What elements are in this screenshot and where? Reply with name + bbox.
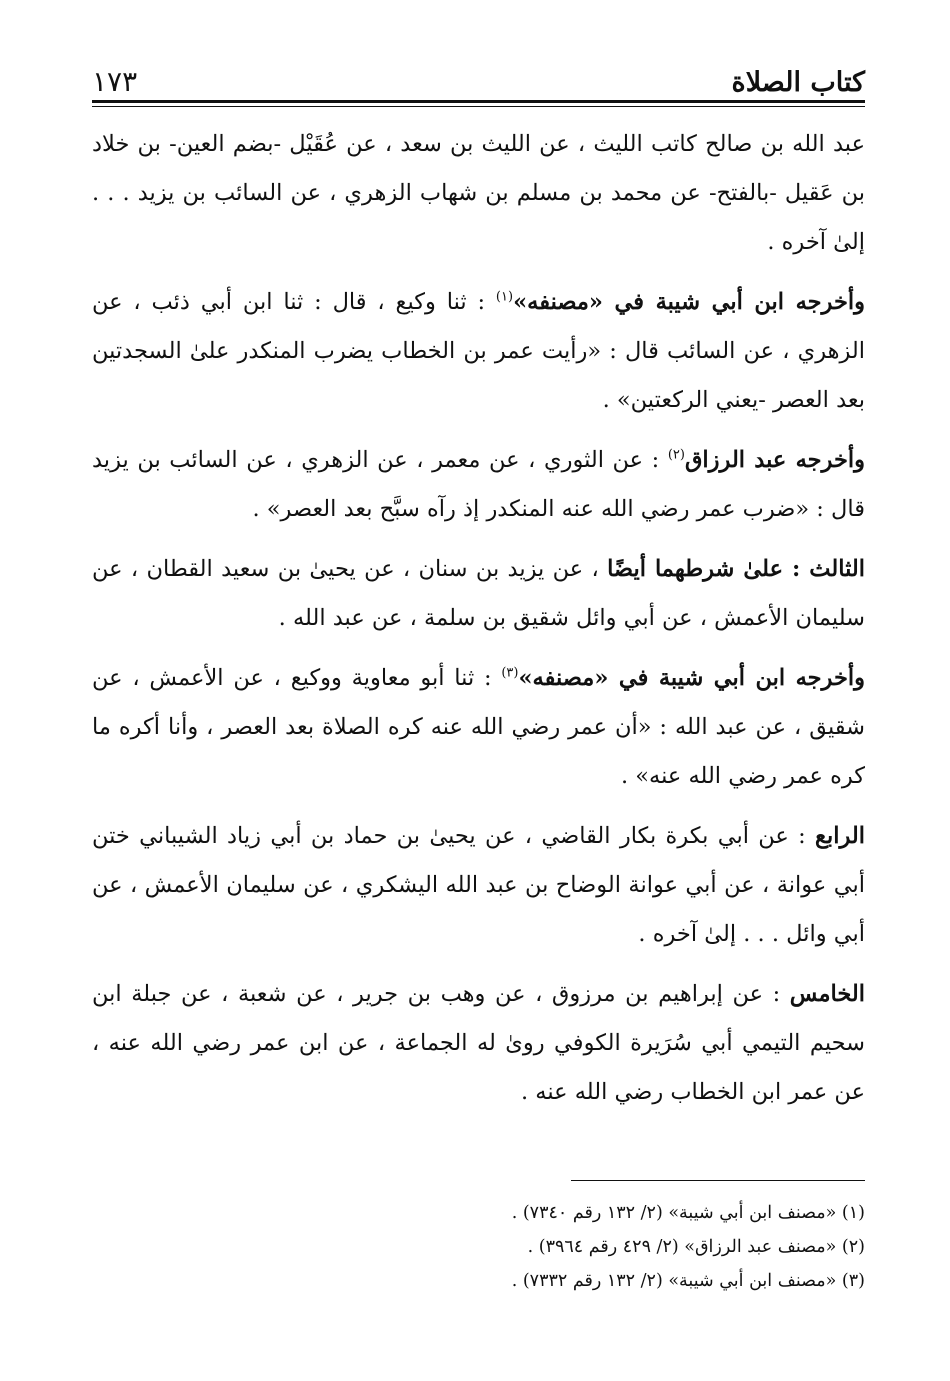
paragraph-4 bbox=[92, 545, 865, 643]
paragraph-2 bbox=[92, 278, 865, 425]
paragraph-lead: الرابع bbox=[814, 823, 865, 849]
footnote-2: (٢) «مصنف عبد الرزاق» (٢/ ٤٢٩ رقم ٣٩٦٤) . bbox=[527, 1237, 865, 1257]
running-title: كتاب الصلاة bbox=[731, 67, 865, 98]
paragraph-text: : عن أبي بكرة بكار القاضي ، عن يحيىٰ بن حماد بن أبي زياد الشيباني ختن أبي عوانة ، عن أبي عوانة الوضاح بن عبد الله اليشكري ، عن سليمان الأعمش ، عن أبي وائل . . . إلىٰ آخره . bbox=[92, 823, 865, 947]
footnote-ref: (٣) bbox=[501, 665, 519, 681]
paragraph-text: عبد الله بن صالح كاتب الليث ، عن الليث بن سعد ، عن عُقَيْل -بضم العين- بن خلاد بن عَقيل -بالفتح- عن محمد بن مسلم بن شهاب الزهري ، عن السائب بن يزيد . . . إلىٰ آخره . bbox=[92, 131, 865, 255]
paragraph-lead: الثالث : علىٰ شرطهما أيضًا bbox=[607, 556, 865, 582]
footnote-1: (١) «مصنف ابن أبي شيبة» (٢/ ١٣٢ رقم ٧٣٤٠) . bbox=[511, 1203, 865, 1223]
main-text bbox=[92, 120, 865, 1128]
paragraph-3 bbox=[92, 436, 865, 534]
paragraph-lead: وأخرجه ابن أبي شيبة في «مصنفه» bbox=[513, 289, 865, 315]
paragraph-lead: وأخرجه عبد الرزاق bbox=[684, 447, 865, 473]
footnote-ref: (١) bbox=[495, 289, 514, 305]
footnote-ref: (٢) bbox=[667, 447, 685, 463]
header-rule-thick bbox=[92, 100, 865, 103]
paragraph-text: : عن إبراهيم بن مرزوق ، عن وهب بن جرير ، عن شعبة ، عن جبلة ابن سحيم التيمي أبي سُرَيرة الكوفي روىٰ له الجماعة ، عن ابن عمر رضي الله عنه ، عن عمر ابن الخطاب رضي الله عنه . bbox=[92, 981, 865, 1105]
paragraph-text: : ثنا أبو معاوية ووكيع ، عن الأعمش ، عن شقيق ، عن عبد الله : «أن عمر رضي الله عنه كره الصلاة بعد العصر ، وأنا أكره ما كره عمر رضي الله عنه» . bbox=[92, 665, 865, 789]
paragraph-text: : ثنا وكيع ، قال : ثنا ابن أبي ذئب ، عن الزهري ، عن السائب قال : «رأيت عمر بن الخطاب يضرب المنكدر علىٰ السجدتين بعد العصر -يعني الركعتين» . bbox=[92, 289, 865, 413]
header-rule-thin bbox=[92, 106, 865, 107]
footnotes bbox=[92, 1196, 865, 1298]
paragraph-5 bbox=[92, 654, 865, 801]
page-header bbox=[92, 52, 865, 96]
paragraph-7 bbox=[92, 970, 865, 1117]
book-page bbox=[92, 0, 865, 1381]
paragraph-text: ، عن يزيد بن سنان ، عن يحيىٰ بن سعيد القطان ، عن سليمان الأعمش ، عن أبي وائل شقيق بن سلمة ، عن عبد الله . bbox=[92, 556, 865, 631]
paragraph-text: : عن الثوري ، عن معمر ، عن الزهري ، عن السائب بن يزيد قال : «ضرب عمر رضي الله عنه المنكدر إذ رآه سبَّح بعد العصر» . bbox=[92, 447, 865, 522]
footnote-separator bbox=[571, 1180, 865, 1181]
paragraph-lead: الخامس bbox=[789, 981, 865, 1007]
paragraph-6 bbox=[92, 812, 865, 959]
paragraph-1 bbox=[92, 120, 865, 267]
footnote-3: (٣) «مصنف ابن أبي شيبة» (٢/ ١٣٢ رقم ٧٣٣٢) . bbox=[511, 1271, 865, 1291]
paragraph-lead: وأخرجه ابن أبي شيبة في «مصنفه» bbox=[518, 665, 865, 691]
page-number: ١٧٣ bbox=[92, 65, 138, 98]
